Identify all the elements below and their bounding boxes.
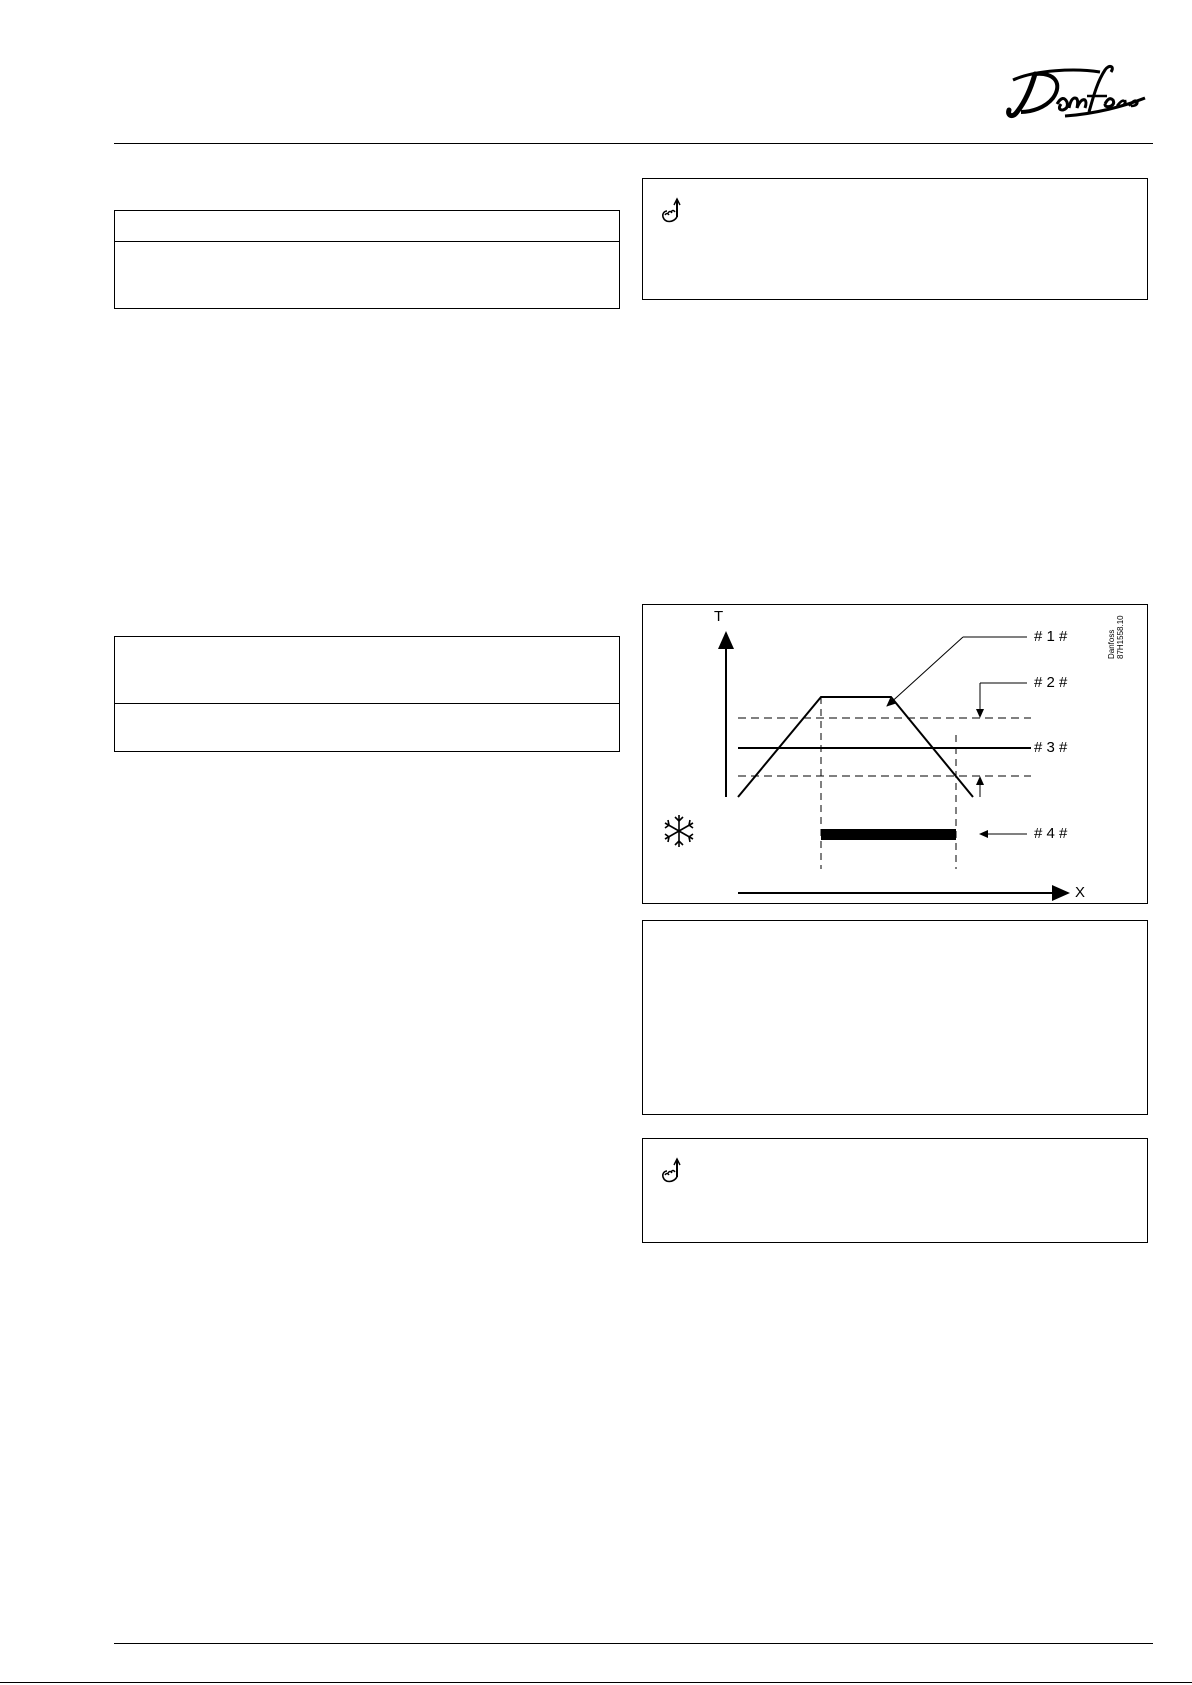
note-box-1 xyxy=(642,178,1148,300)
callout-label-1: # 1 # xyxy=(1034,628,1068,645)
parameter-table-1 xyxy=(114,210,620,309)
figure-code-line-1: Danfoss xyxy=(1107,629,1116,659)
snowflake-icon xyxy=(665,815,693,847)
danfoss-logo-graphic xyxy=(1005,60,1147,122)
page-bottom-rule xyxy=(0,1682,1192,1683)
parameter-table-2 xyxy=(114,636,620,752)
table-row-divider xyxy=(115,703,619,704)
footer-rule xyxy=(114,1643,1153,1644)
header-rule xyxy=(114,143,1153,144)
danfoss-logo xyxy=(1005,60,1147,122)
callout-label-3: # 3 # xyxy=(1034,739,1068,756)
y-axis-label: T xyxy=(714,608,724,625)
note-box-2 xyxy=(642,1138,1148,1243)
figure-code xyxy=(1107,615,1125,659)
callout-1-leader xyxy=(897,637,963,638)
table-row-divider xyxy=(115,241,619,242)
callout-label-4: # 4 # xyxy=(1034,825,1068,842)
figure-code-line-2: 87H1558.10 xyxy=(1116,615,1125,659)
callout-label-2: # 2 # xyxy=(1034,674,1068,691)
figure-box xyxy=(642,604,1148,904)
pointing-hand-icon xyxy=(661,1157,683,1185)
figure-legend-box xyxy=(642,920,1148,1115)
cooling-bar xyxy=(821,829,956,840)
x-axis-label: X xyxy=(1075,884,1086,901)
pointing-hand-icon xyxy=(661,197,683,225)
callout-1-leader-line xyxy=(887,637,963,706)
temperature-diagram xyxy=(643,605,1147,903)
